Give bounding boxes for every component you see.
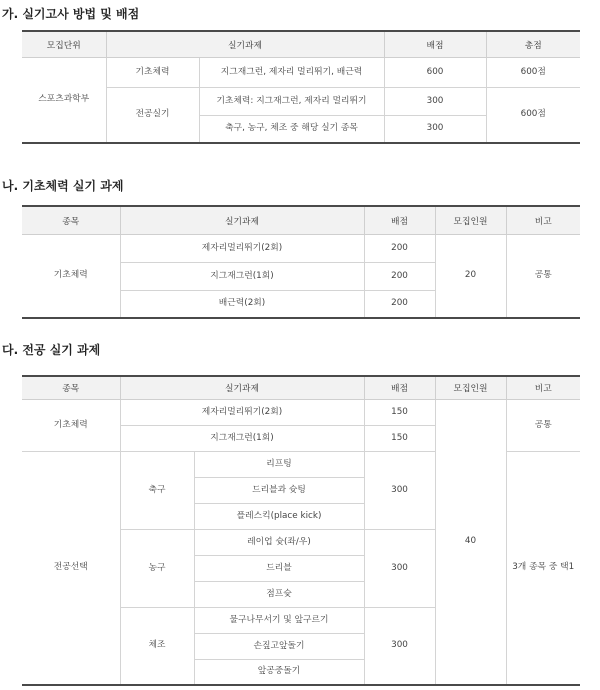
section-a-title: 가. 실기고사 방법 및 배점 (2, 7, 140, 21)
note-cell: 공통 (506, 234, 580, 318)
header-task: 실기과제 (120, 376, 364, 399)
task-cell: 점프슛 (194, 581, 364, 607)
scoring-method-table (22, 30, 580, 144)
task-cell: 지그재그런(1회) (120, 262, 364, 290)
header-score: 배점 (384, 31, 486, 57)
header-unit: 모집단위 (22, 31, 106, 57)
score-cell: 300 (364, 607, 435, 685)
task-cell: 손짚고앞돌기 (194, 633, 364, 659)
section-b-title: 나. 기초체력 실기 과제 (2, 179, 124, 193)
table-header-row (22, 31, 580, 57)
event-cell: 기초체력 (22, 399, 120, 451)
task-cell: 플레스킥(place kick) (194, 503, 364, 529)
sport-cell: 축구 (120, 451, 194, 529)
task-cell: 배근력(2회) (120, 290, 364, 318)
table-header-row (22, 376, 580, 399)
header-quota: 모집인원 (435, 376, 506, 399)
task-cell: 제자리멀리뛰기(2회) (120, 399, 364, 425)
basic-fitness-table (22, 205, 580, 319)
task-cell: 앞공중돌기 (194, 659, 364, 685)
task-cell: 레이업 슛(좌/우) (194, 529, 364, 555)
score-cell: 300 (384, 115, 486, 143)
category-cell: 기초체력 (106, 57, 199, 87)
task-cell: 드리블과 슛팅 (194, 477, 364, 503)
section-c-title: 다. 전공 실기 과제 (2, 343, 101, 357)
score-cell: 150 (364, 399, 435, 425)
header-event: 종목 (22, 376, 120, 399)
header-note: 비고 (506, 376, 580, 399)
task-cell: 드리블 (194, 555, 364, 581)
header-score: 배점 (364, 206, 435, 234)
category-cell: 전공실기 (106, 87, 199, 143)
sport-cell: 농구 (120, 529, 194, 607)
score-cell: 300 (364, 451, 435, 529)
table-row (22, 57, 580, 87)
table-row (22, 399, 580, 425)
header-event: 종목 (22, 206, 120, 234)
score-cell: 200 (364, 234, 435, 262)
header-task: 실기과제 (120, 206, 364, 234)
header-score: 배점 (364, 376, 435, 399)
total-cell: 600점 (486, 57, 580, 87)
task-cell: 지그재그런, 제자리 멀리뛰기, 배근력 (199, 57, 384, 87)
table-row (22, 234, 580, 262)
unit-cell: 스포츠과학부 (22, 57, 106, 143)
total-cell: 600점 (486, 87, 580, 143)
sport-cell: 체조 (120, 607, 194, 685)
note-cell: 3개 종목 중 택1 (506, 451, 580, 685)
event-cell: 기초체력 (22, 234, 120, 318)
header-task: 실기과제 (106, 31, 384, 57)
event-cell: 전공선택 (22, 451, 120, 685)
score-cell: 300 (384, 87, 486, 115)
header-total: 총점 (486, 31, 580, 57)
task-cell: 리프팅 (194, 451, 364, 477)
task-cell: 축구, 농구, 체조 중 해당 실기 종목 (199, 115, 384, 143)
task-cell: 기초체력: 지그재그런, 제자리 멀리뛰기 (199, 87, 384, 115)
score-cell: 300 (364, 529, 435, 607)
note-cell: 공통 (506, 399, 580, 451)
major-practical-table (22, 375, 580, 686)
score-cell: 150 (364, 425, 435, 451)
quota-cell: 20 (435, 234, 506, 318)
score-cell: 600 (384, 57, 486, 87)
score-cell: 200 (364, 262, 435, 290)
task-cell: 물구나무서기 및 앞구르기 (194, 607, 364, 633)
table-row (22, 87, 580, 115)
table-header-row (22, 206, 580, 234)
score-cell: 200 (364, 290, 435, 318)
task-cell: 지그재그런(1회) (120, 425, 364, 451)
quota-cell: 40 (435, 399, 506, 685)
header-note: 비고 (506, 206, 580, 234)
header-quota: 모집인원 (435, 206, 506, 234)
task-cell: 제자리멀리뛰기(2회) (120, 234, 364, 262)
